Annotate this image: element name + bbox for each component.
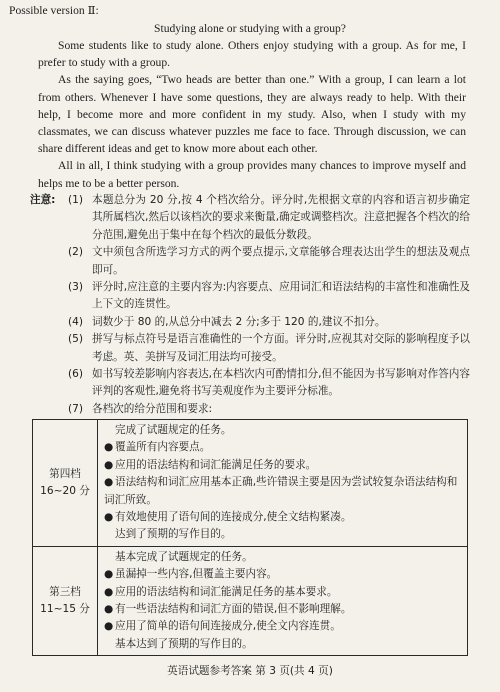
note-text: 如书写较差影响内容表达,在本档次内可酌情扣分,但不能因为书写影响对作答内容评判的客观性,避免将书写美观度作为主要评分标准。 — [92, 368, 470, 398]
table-row — [33, 420, 468, 547]
scoring-notes — [30, 192, 470, 418]
note-number: (5) — [68, 333, 84, 346]
note-number: (2) — [68, 246, 84, 259]
note-text: 词数少于 80 的,从总分中减去 2 分;多于 120 的,建议不扣分。 — [92, 315, 386, 328]
essay-paragraph: As the saying goes, “Two heads are better than one.” With a group, I can learn a lot from others. Whenever I have some questions, they are always ready to help. With their help, I become more and more confident in my study. Also, when I study with my classmates, we can discuss whatever puzzles me face to face. Through discussion, we can share different ideas and get to know more about each other. — [38, 73, 466, 156]
page-footer: 英语试题参考答案 第 3 页(共 4 页) — [167, 665, 333, 677]
grade-range: 16~20 分 — [40, 484, 90, 497]
note-text: 各档次的给分范围和要求: — [92, 402, 213, 415]
bullet-icon: ● — [104, 568, 114, 581]
bullet-icon: ● — [104, 511, 114, 524]
note-item — [30, 401, 470, 418]
essay-paragraph: Some students like to study alone. Others enjoy studying with a group. As for me, I prefer to study with a group. — [38, 39, 466, 70]
grade-level: 第三档 — [49, 585, 81, 598]
grade-criteria-cell — [98, 420, 468, 547]
criteria-line: ● 应用的语法结构和词汇能满足任务的要求。 — [104, 457, 461, 474]
note-number: (4) — [68, 315, 84, 328]
notes-label: 注意: — [30, 194, 56, 206]
bullet-icon: ● — [104, 603, 114, 616]
bullet-icon: ● — [104, 476, 114, 489]
essay-title: Studying alone or studying with a group? — [154, 22, 346, 35]
criteria-line: ● 有效地使用了语句间的连接成分,使全文结构紧凑。 — [104, 509, 461, 526]
criteria-line: 基本完成了试题规定的任务。 — [115, 550, 253, 563]
criteria-line: 基本达到了预期的写作目的。 — [115, 637, 253, 650]
note-text: 本题总分为 20 分,按 4 个档次给分。评分时,先根据文章的内容和语言初步确定其所属档次,然后以该档次的要求来衡量,确定或调整档次。注意把握各个档次的给分范围,避免出于集中在每个档次的最低分数段。 — [92, 194, 470, 241]
essay-paragraph: All in all, I think studying with a group provides many chances to improve myself and helps me to be a better person. — [38, 159, 466, 190]
note-number: (1) — [68, 194, 84, 206]
criteria-line: ● 语法结构和词汇应用基本正确,些许错误主要是因为尝试较复杂语法结构和词汇所致。 — [104, 476, 458, 506]
note-number: (6) — [68, 368, 84, 381]
model-essay — [38, 37, 466, 192]
bullet-icon: ● — [104, 458, 114, 471]
table-row — [33, 546, 468, 655]
version-heading: Possible version Ⅱ: — [9, 4, 99, 17]
grade-range: 11~15 分 — [40, 603, 90, 616]
note-item — [30, 192, 470, 244]
grade-level: 第四档 — [49, 467, 81, 480]
bullet-icon: ● — [104, 620, 114, 633]
note-number: (7) — [68, 402, 84, 415]
note-item — [30, 366, 470, 401]
criteria-line: ● 有一些语法结构和词汇方面的错误,但不影响理解。 — [104, 601, 461, 618]
note-item — [30, 279, 470, 314]
grade-criteria-cell — [98, 546, 468, 655]
criteria-line: ● 应用的语法结构和词汇能满足任务的基本要求。 — [104, 584, 461, 601]
grade-level-cell — [33, 420, 98, 547]
note-text: 拼写与标点符号是语言准确性的一个方面。评分时,应视其对交际的影响程度予以考虑。英、美拼写及词汇用法均可接受。 — [92, 333, 470, 363]
note-item — [30, 331, 470, 366]
criteria-line: 完成了试题规定的任务。 — [115, 424, 232, 436]
criteria-line: ● 虽漏掉一些内容,但覆盖主要内容。 — [104, 566, 461, 583]
criteria-line: ● 覆盖所有内容要点。 — [104, 439, 461, 456]
grading-table — [32, 419, 468, 656]
note-number: (3) — [68, 281, 84, 294]
note-text: 评分时,应注意的主要内容为:内容要点、应用词汇和语法结构的丰富性和准确性及上下文的连贯性。 — [92, 281, 470, 311]
criteria-line: ● 应用了简单的语句间连接成分,使全文内容连贯。 — [104, 618, 461, 635]
criteria-line: 达到了预期的写作目的。 — [115, 528, 232, 541]
bullet-icon: ● — [104, 441, 114, 454]
note-text: 文中须包含所选学习方式的两个要点提示,文章能够合理表达出学生的想法及观点即可。 — [92, 246, 470, 276]
note-item — [30, 244, 470, 279]
note-item — [30, 314, 470, 331]
bullet-icon: ● — [104, 585, 114, 598]
grade-level-cell — [33, 546, 98, 655]
